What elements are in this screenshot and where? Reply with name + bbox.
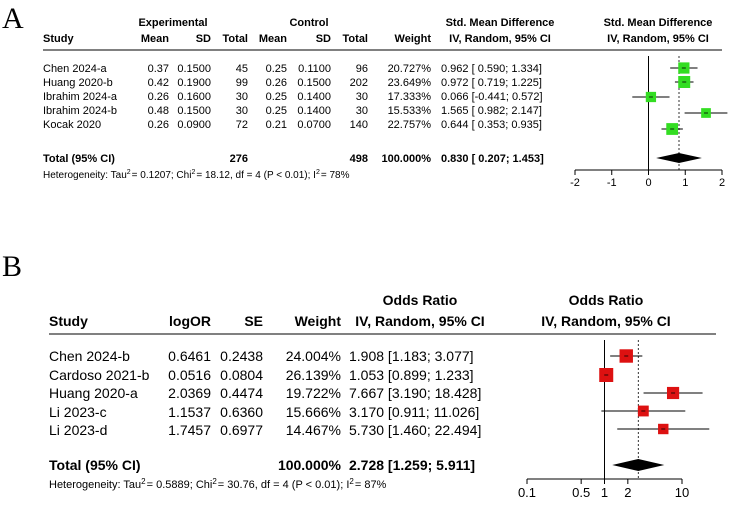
effect-column-header-line1: Odds Ratio bbox=[382, 292, 458, 308]
study-name: Huang 2020-a bbox=[49, 385, 138, 401]
weight-value: 20.727% bbox=[387, 63, 431, 75]
effect-ci-text: 0.962 [ 0.590; 1.334] bbox=[441, 63, 542, 75]
table-row bbox=[49, 404, 479, 420]
weight-value: 22.757% bbox=[387, 119, 431, 131]
total-weight: 100.000% bbox=[381, 153, 431, 165]
plot-column-header-line2: IV, Random, 95% CI bbox=[607, 33, 709, 45]
exp-mean: 0.42 bbox=[147, 77, 169, 89]
se-value: 0.0804 bbox=[220, 367, 263, 383]
effect-ci-text: 0.066 [-0.441; 0.572] bbox=[441, 91, 543, 103]
ctrl-mean-column-header: Mean bbox=[258, 33, 287, 45]
study-name: Chen 2024-b bbox=[49, 348, 130, 364]
x-tick-label: -1 bbox=[606, 177, 617, 189]
se-column-header: SE bbox=[244, 313, 263, 329]
panel-a-forest-plot bbox=[570, 56, 727, 189]
x-tick-label: 10 bbox=[674, 485, 690, 500]
study-name: Ibrahim 2024-a bbox=[43, 91, 117, 103]
study-name: Huang 2020-b bbox=[43, 77, 113, 89]
exp-sd: 0.0900 bbox=[177, 119, 211, 131]
effect-ci-text: 1.053 [0.899; 1.233] bbox=[349, 367, 474, 383]
weight-value: 26.139% bbox=[285, 367, 341, 383]
logor-value: 1.7457 bbox=[168, 422, 211, 438]
ctrl-total: 96 bbox=[355, 63, 368, 75]
exp-total: 72 bbox=[235, 119, 248, 131]
exp-sd-column-header: SD bbox=[195, 33, 211, 45]
study-name: Chen 2024-a bbox=[43, 63, 107, 75]
table-row bbox=[49, 348, 474, 364]
effect-column-header-line2: IV, Random, 95% CI bbox=[449, 33, 551, 45]
panel-b-header bbox=[49, 292, 671, 329]
exp-sd: 0.1500 bbox=[177, 105, 211, 117]
exp-mean: 0.26 bbox=[147, 119, 169, 131]
table-row bbox=[43, 119, 542, 131]
exp-total: 30 bbox=[235, 91, 248, 103]
table-row bbox=[49, 422, 481, 438]
plot-column-header-line1: Std. Mean Difference bbox=[603, 17, 713, 29]
x-tick-label: 0.5 bbox=[572, 485, 591, 500]
plot-column-header-line2: IV, Random, 95% CI bbox=[541, 313, 671, 329]
ctrl-mean: 0.21 bbox=[265, 119, 287, 131]
study-name: Li 2023-c bbox=[49, 404, 107, 420]
se-value: 0.6977 bbox=[220, 422, 263, 438]
weight-value: 17.333% bbox=[387, 91, 431, 103]
weight-value: 14.467% bbox=[285, 422, 341, 438]
ctrl-total: 30 bbox=[355, 105, 368, 117]
plot-column-header-line1: Odds Ratio bbox=[568, 292, 644, 308]
exp-total: 45 bbox=[235, 63, 248, 75]
ctrl-total-column-header: Total bbox=[342, 33, 368, 45]
ctrl-sd: 0.1500 bbox=[297, 77, 331, 89]
weight-value: 15.533% bbox=[387, 105, 431, 117]
total-effect-ci-text: 0.830 [ 0.207; 1.453] bbox=[441, 153, 544, 165]
ctrl-total-sum: 498 bbox=[349, 153, 368, 165]
effect-column-header-line2: IV, Random, 95% CI bbox=[355, 313, 485, 329]
study-column-header: Study bbox=[49, 313, 88, 329]
pooled-diamond bbox=[656, 153, 702, 163]
total-weight: 100.000% bbox=[277, 457, 341, 473]
table-row bbox=[43, 91, 543, 103]
panel-a-table-body bbox=[43, 63, 544, 181]
weight-value: 24.004% bbox=[285, 348, 341, 364]
ctrl-sd: 0.1100 bbox=[298, 63, 331, 75]
se-value: 0.2438 bbox=[220, 348, 263, 364]
study-name: Cardoso 2021-b bbox=[49, 367, 150, 383]
weight-column-header: Weight bbox=[394, 33, 431, 45]
table-row bbox=[43, 63, 542, 75]
exp-total: 99 bbox=[235, 77, 248, 89]
ctrl-mean: 0.26 bbox=[265, 77, 287, 89]
heterogeneity-line: Heterogeneity: Tau$^2$= 0.5889; Chi$^2$= 30.76, df = 4 (P < 0.01); $I^2= 87\%$ bbox=[49, 477, 387, 491]
exp-sd: 0.1500 bbox=[177, 63, 211, 75]
effect-ci-text: 3.170 [0.911; 11.026] bbox=[349, 404, 480, 420]
ctrl-total: 30 bbox=[355, 91, 368, 103]
logor-value: 0.0516 bbox=[168, 367, 211, 383]
x-tick-label: 0 bbox=[645, 177, 652, 189]
x-tick-label: 1 bbox=[682, 177, 689, 189]
exp-mean-column-header: Mean bbox=[140, 33, 169, 45]
exp-mean: 0.37 bbox=[147, 63, 169, 75]
ctrl-sd: 0.1400 bbox=[297, 91, 331, 103]
se-value: 0.6360 bbox=[220, 404, 263, 420]
effect-ci-text: 5.730 [1.460; 22.494] bbox=[349, 422, 482, 438]
ctrl-sd: 0.0700 bbox=[297, 119, 331, 131]
heterogeneity-line: Heterogeneity: Tau$^2$= 0.1207; Chi$^2$= 18.12, df = 4 (P < 0.01); $I^2= 78\%$ bbox=[43, 169, 350, 181]
pooled-diamond bbox=[612, 459, 664, 471]
exp-total-column-header: Total bbox=[222, 33, 248, 45]
study-column-header: Study bbox=[43, 33, 74, 45]
total-row bbox=[49, 457, 475, 473]
panel-b-forest-plot bbox=[518, 340, 709, 500]
table-row bbox=[49, 367, 474, 383]
total-row bbox=[43, 153, 544, 165]
table-row bbox=[49, 385, 481, 401]
exp-sd: 0.1900 bbox=[177, 77, 211, 89]
panel-a-letter: A bbox=[2, 2, 24, 35]
panel-a bbox=[2, 2, 727, 189]
x-tick-label: 2 bbox=[624, 485, 632, 500]
ctrl-mean: 0.25 bbox=[265, 91, 287, 103]
weight-value: 23.649% bbox=[387, 77, 431, 89]
panel-b-table-body bbox=[49, 348, 481, 491]
logor-value: 1.1537 bbox=[168, 404, 211, 420]
weight-value: 15.666% bbox=[285, 404, 341, 420]
effect-ci-text: 1.908 [1.183; 3.077] bbox=[349, 348, 474, 364]
logor-value: 2.0369 bbox=[168, 385, 211, 401]
logor-column-header: logOR bbox=[169, 313, 211, 329]
x-tick-label: 0.1 bbox=[517, 485, 537, 500]
ctrl-sd-column-header: SD bbox=[315, 33, 331, 45]
ctrl-mean: 0.25 bbox=[265, 105, 287, 117]
study-name: Kocak 2020 bbox=[43, 119, 102, 131]
total-label: Total (95% CI) bbox=[49, 457, 141, 473]
total-effect-ci-text: 2.728 [1.259; 5.911] bbox=[349, 457, 476, 473]
control-group-header: Control bbox=[289, 17, 329, 29]
ctrl-total: 202 bbox=[349, 77, 368, 89]
weight-value: 19.722% bbox=[285, 385, 341, 401]
table-row bbox=[43, 77, 542, 89]
panel-b bbox=[2, 250, 716, 500]
panel-b-letter: B bbox=[2, 250, 23, 283]
panel-a-header bbox=[43, 17, 712, 45]
x-tick-label: -2 bbox=[570, 177, 580, 189]
exp-mean: 0.26 bbox=[147, 91, 169, 103]
ctrl-total: 140 bbox=[349, 119, 368, 131]
study-name: Li 2023-d bbox=[49, 422, 108, 438]
effect-ci-text: 1.565 [ 0.982; 2.147] bbox=[441, 105, 542, 117]
effect-column-header-line1: Std. Mean Difference bbox=[445, 17, 555, 29]
x-tick-label: 2 bbox=[718, 177, 726, 189]
exp-total: 30 bbox=[235, 105, 248, 117]
total-label: Total (95% CI) bbox=[43, 153, 115, 165]
effect-ci-text: 0.972 [ 0.719; 1.225] bbox=[441, 77, 542, 89]
exp-total-sum: 276 bbox=[229, 153, 248, 165]
exp-mean: 0.48 bbox=[147, 105, 169, 117]
se-value: 0.4474 bbox=[220, 385, 263, 401]
logor-value: 0.6461 bbox=[168, 348, 211, 364]
experimental-group-header: Experimental bbox=[138, 17, 208, 29]
ctrl-mean: 0.25 bbox=[265, 63, 287, 75]
weight-column-header: Weight bbox=[294, 313, 341, 329]
ctrl-sd: 0.1400 bbox=[297, 105, 331, 117]
study-name: Ibrahim 2024-b bbox=[43, 105, 117, 117]
exp-sd: 0.1600 bbox=[177, 91, 211, 103]
x-tick-label: 1 bbox=[600, 485, 609, 500]
effect-ci-text: 0.644 [ 0.353; 0.935] bbox=[441, 119, 542, 131]
effect-ci-text: 7.667 [3.190; 18.428] bbox=[349, 385, 482, 401]
table-row bbox=[43, 105, 542, 117]
